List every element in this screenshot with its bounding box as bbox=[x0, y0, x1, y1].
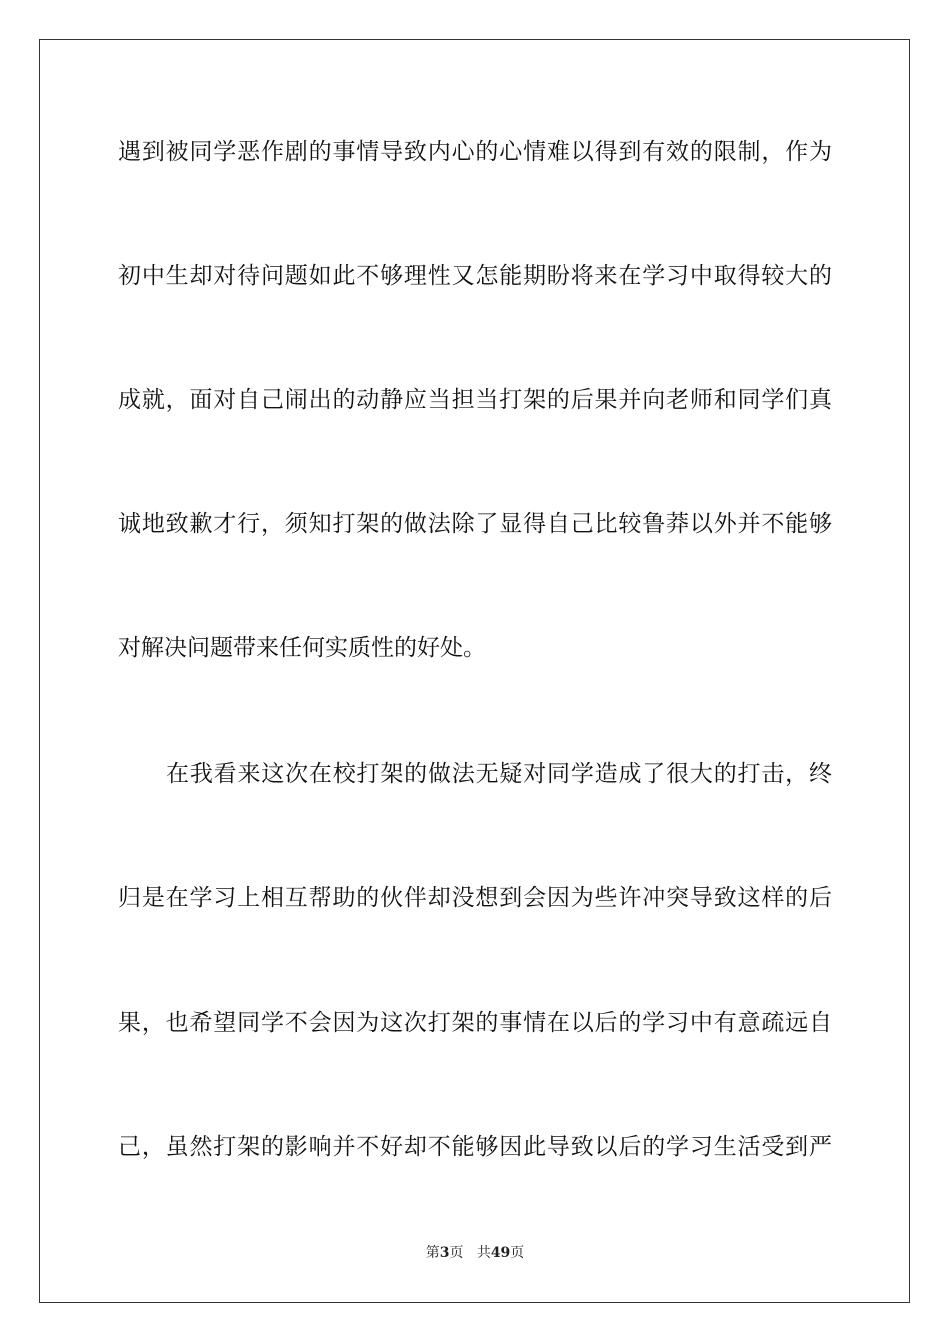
body-line-4: 诚地致歉才行，须知打架的做法除了显得自己比较鲁莽以外并不能够 bbox=[118, 511, 832, 537]
body-line-8: 果，也希望同学不会因为这次打架的事情在以后的学习中有意疏远自 bbox=[118, 1010, 832, 1036]
footer-total-prefix: 共 bbox=[476, 1245, 491, 1261]
body-line-3: 成就，面对自己闹出的动静应当担当打架的后果并向老师和同学们真 bbox=[118, 387, 832, 413]
body-line-9: 己，虽然打架的影响并不好却不能够因此导致以后的学习生活受到严 bbox=[118, 1134, 832, 1160]
footer-page-number: 3 bbox=[439, 1245, 450, 1261]
footer-page-prefix: 第 bbox=[425, 1245, 440, 1261]
body-line-5: 对解决问题带来任何实质性的好处。 bbox=[118, 635, 486, 661]
body-line-1: 遇到被同学恶作剧的事情导致内心的心情难以得到有效的限制，作为 bbox=[118, 139, 832, 165]
body-line-7: 归是在学习上相互帮助的伙伴却没想到会因为些许冲突导致这样的后 bbox=[118, 885, 832, 911]
footer-page-suffix: 页 bbox=[449, 1245, 464, 1261]
page-footer bbox=[0, 1243, 950, 1263]
body-line-6: 在我看来这次在校打架的做法无疑对同学造成了很大的打击，终 bbox=[166, 761, 832, 787]
footer-total-pages: 49 bbox=[490, 1245, 511, 1261]
page-border bbox=[39, 39, 910, 1303]
footer-total-suffix: 页 bbox=[510, 1245, 525, 1261]
body-line-2: 初中生却对待问题如此不够理性又怎能期盼将来在学习中取得较大的 bbox=[118, 263, 832, 289]
